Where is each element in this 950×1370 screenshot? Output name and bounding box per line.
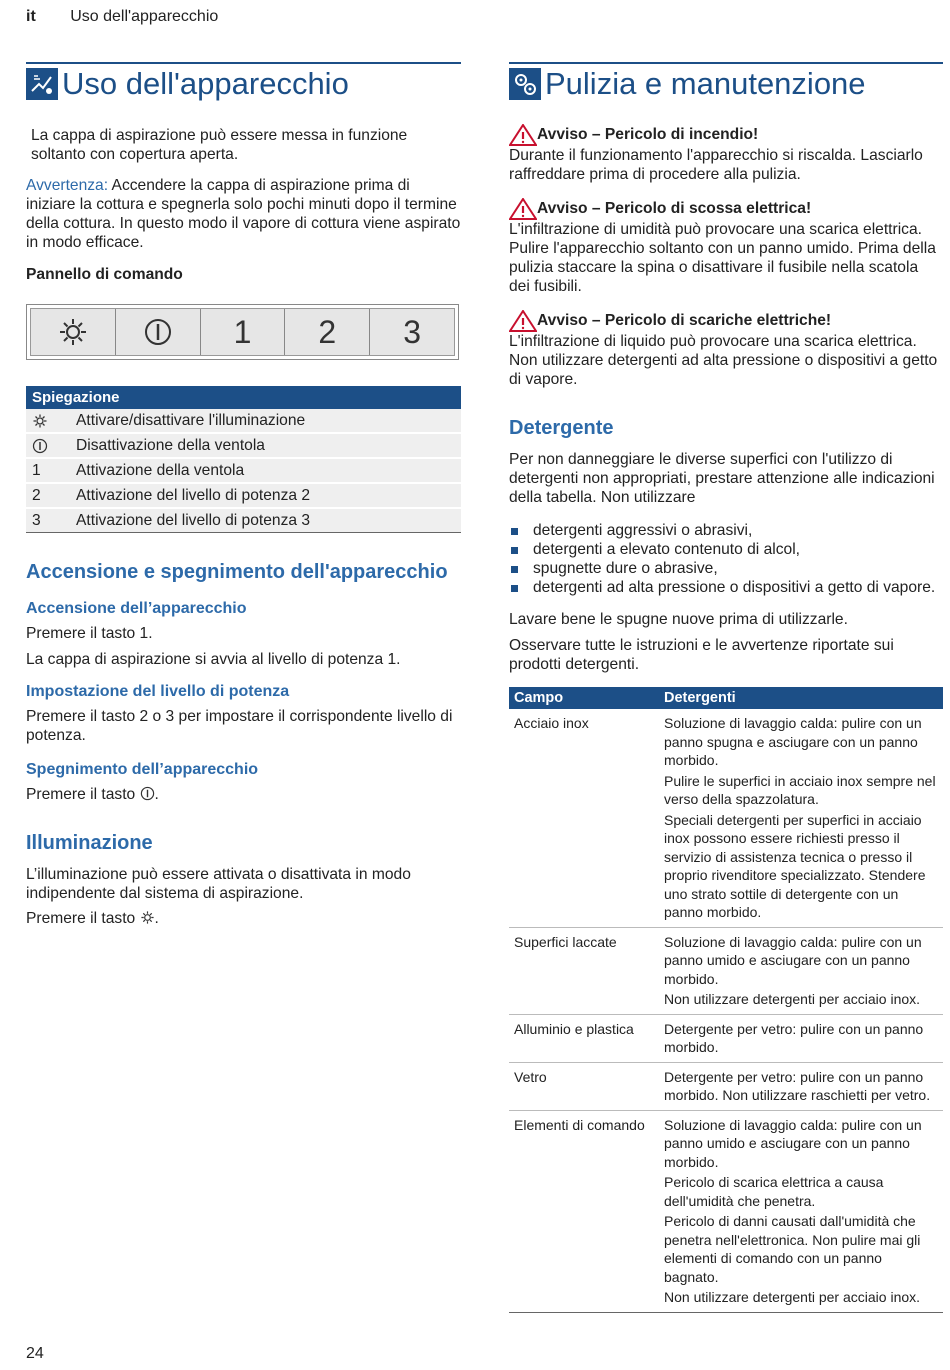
- column-header: Campo: [509, 687, 659, 709]
- power-off-icon: [140, 786, 155, 801]
- field-cell: Alluminio e plastica: [509, 1014, 659, 1062]
- warning-text: L'infiltrazione di umidità può provocare una scarica elettrica. Pulire l'apparecchio soltanto con un panno umido. Prima della pulizia staccare la spina o disattivare il fusibile nella scatola dei fusibili.: [509, 221, 936, 295]
- hand-control-icon: [26, 68, 58, 100]
- on-result: La cappa di aspirazione si avvia al livello di potenza 1.: [26, 651, 401, 668]
- table-row: [509, 1014, 943, 1062]
- table-row: [509, 709, 943, 927]
- language-code: it: [26, 8, 36, 25]
- page-header: [26, 8, 218, 26]
- light-icon: [57, 316, 89, 348]
- warning-title: Avviso – Pericolo di scossa elettrica!: [537, 200, 812, 217]
- row-text: Attivare/disattivare l'illuminazione: [76, 411, 306, 429]
- row-symbol: 3: [32, 511, 41, 529]
- warning-icon: [509, 124, 537, 146]
- detergent-cell: Soluzione di lavaggio calda: pulire con un panno umido e asciugare con un panno morbido. Non utilizzare detergenti per acciaio inox.: [659, 927, 943, 1014]
- level-text: Premere il tasto 2 o 3 per impostare il corrispondente livello di potenza.: [26, 708, 453, 744]
- list-item: detergenti a elevato contenuto di alcol,: [509, 540, 943, 559]
- table-row: [26, 434, 461, 459]
- note-text: Accendere la cappa di aspirazione prima di iniziare la cottura e spegnerla solo pochi minuti dopo il termine della cottura. In questo modo il vapore di cottura viene aspirato in modo efficace.: [26, 177, 461, 251]
- detergent-list: [509, 521, 943, 597]
- section-heading-use: [26, 62, 461, 102]
- table-row: [509, 1062, 943, 1110]
- explanation-table: [26, 386, 461, 533]
- field-cell: Acciaio inox: [509, 709, 659, 927]
- list-item: detergenti ad alta pressione o dispositivi a getto di vapore.: [509, 578, 943, 597]
- warning-text: Durante il funzionamento l'apparecchio si riscalda. Lasciarlo raffreddare prima di procedere alla pulizia.: [509, 147, 923, 183]
- table-row: [509, 927, 943, 1014]
- detergent-table: [509, 687, 943, 1313]
- detergent-heading: Detergente: [509, 417, 614, 439]
- header-title: Uso dell'apparecchio: [70, 8, 219, 25]
- detergent-cell: Soluzione di lavaggio calda: pulire con un panno spugna e asciugare con un panno morbido. Pulire le superfici in acciaio inox sempre nel verso della spazzolatura. Speciali detergenti per superfici in acciaio inox possono essere richiesti presso il servizio di assistenza tecnica o presso il proprio rivenditore specializzato. Stendere uno strato sottile di detergente con un panno morbido.: [659, 709, 943, 927]
- light-icon: [140, 910, 155, 925]
- table-row: [26, 409, 461, 434]
- detergent-cell: Soluzione di lavaggio calda: pulire con un panno umido e asciugare con un panno morbido. Pericolo di scarica elettrica a causa dell'umidità che penetra. Pericolo di danni causati dall'umidità che penetra nell'elettronica. Non pulire mai gli elementi di comando con un panno bagnato. Non utilizzare detergenti per acciaio inox.: [659, 1110, 943, 1312]
- warning-block: [509, 124, 943, 184]
- level-3-button[interactable]: 3: [403, 313, 421, 350]
- table-row: [509, 1110, 943, 1312]
- detergent-cell: Detergente per vetro: pulire con un panno morbido. Non utilizzare raschietti per vetro.: [659, 1062, 943, 1110]
- control-panel: [26, 304, 459, 360]
- on-step: Premere il tasto 1.: [26, 625, 153, 642]
- row-symbol: 2: [32, 486, 41, 504]
- detergent-intro: Per non danneggiare le diverse superfici con l'utilizzo di detergenti non appropriati, prestare attenzione alle indicazioni della tabella. Non utilizzare: [509, 451, 935, 506]
- panel-heading: Pannello di comando: [26, 266, 183, 283]
- light-heading: Illuminazione: [26, 832, 153, 854]
- light-text: L’illuminazione può essere attivata o disattivata in modo indipendente dal sistema di aspirazione.: [26, 866, 411, 902]
- field-cell: Vetro: [509, 1062, 659, 1110]
- table-header-row: [509, 687, 943, 709]
- row-text: Attivazione del livello di potenza 2: [76, 486, 311, 504]
- level-heading: Impostazione del livello di potenza: [26, 683, 290, 700]
- row-symbol: 1: [32, 461, 41, 479]
- light-step: Premere il tasto .: [26, 910, 159, 927]
- row-text: Attivazione del livello di potenza 3: [76, 511, 311, 529]
- detergent-cell: Detergente per vetro: pulire con un panno morbido.: [659, 1014, 943, 1062]
- note-paragraph: [26, 176, 461, 252]
- power-off-icon: [32, 438, 48, 454]
- onoff-heading: Accensione e spegnimento dell'apparecchio: [26, 561, 448, 583]
- warning-icon: [509, 310, 537, 332]
- light-icon: [32, 413, 48, 429]
- explanation-header: Spiegazione: [26, 386, 461, 409]
- off-heading: Spegnimento dell’apparecchio: [26, 761, 259, 778]
- on-heading: Accensione dell’apparecchio: [26, 600, 247, 617]
- off-text: Premere il tasto .: [26, 786, 159, 803]
- warning-title: Avviso – Pericolo di incendio!: [537, 126, 759, 143]
- instructions-note: Osservare tutte le istruzioni e le avvertenze riportate sui prodotti detergenti.: [509, 637, 894, 673]
- warning-title: Avviso – Pericolo di scariche elettriche!: [537, 312, 832, 329]
- column-header: Detergenti: [659, 687, 943, 709]
- warning-block: [509, 310, 943, 389]
- level-2-button[interactable]: 2: [285, 309, 370, 355]
- light-button[interactable]: [31, 309, 116, 355]
- page-number: 24: [26, 1345, 44, 1362]
- power-off-icon: [142, 316, 174, 348]
- field-cell: Superfici laccate: [509, 927, 659, 1014]
- warning-block: [509, 198, 943, 296]
- list-item: detergenti aggressivi o abrasivi,: [509, 521, 943, 540]
- fan-off-button[interactable]: [116, 309, 201, 355]
- intro-text: La cappa di aspirazione può essere messa in funzione soltanto con copertura aperta.: [31, 127, 408, 163]
- table-row: [26, 459, 461, 484]
- left-column: [26, 62, 461, 928]
- warning-text: L'infiltrazione di liquido può provocare una scarica elettrica. Non utilizzare detergenti ad alta pressione o dispositivi a getto di vapore.: [509, 333, 938, 388]
- row-text: Attivazione della ventola: [76, 461, 245, 479]
- table-row: [26, 509, 461, 533]
- section-title: Pulizia e manutenzione: [545, 66, 866, 101]
- sponge-note: Lavare bene le spugne nuove prima di utilizzarle.: [509, 611, 848, 628]
- level-1-button[interactable]: 1: [201, 309, 286, 355]
- section-heading-cleaning: [509, 62, 943, 102]
- list-item: spugnette dure o abrasive,: [509, 559, 943, 578]
- gears-icon: [509, 68, 541, 100]
- warning-icon: [509, 198, 537, 220]
- row-text: Disattivazione della ventola: [76, 436, 265, 454]
- field-cell: Elementi di comando: [509, 1110, 659, 1312]
- section-title: Uso dell'apparecchio: [62, 66, 349, 101]
- note-label: Avvertenza:: [26, 177, 109, 194]
- table-row: [26, 484, 461, 509]
- right-column: [509, 62, 943, 1313]
